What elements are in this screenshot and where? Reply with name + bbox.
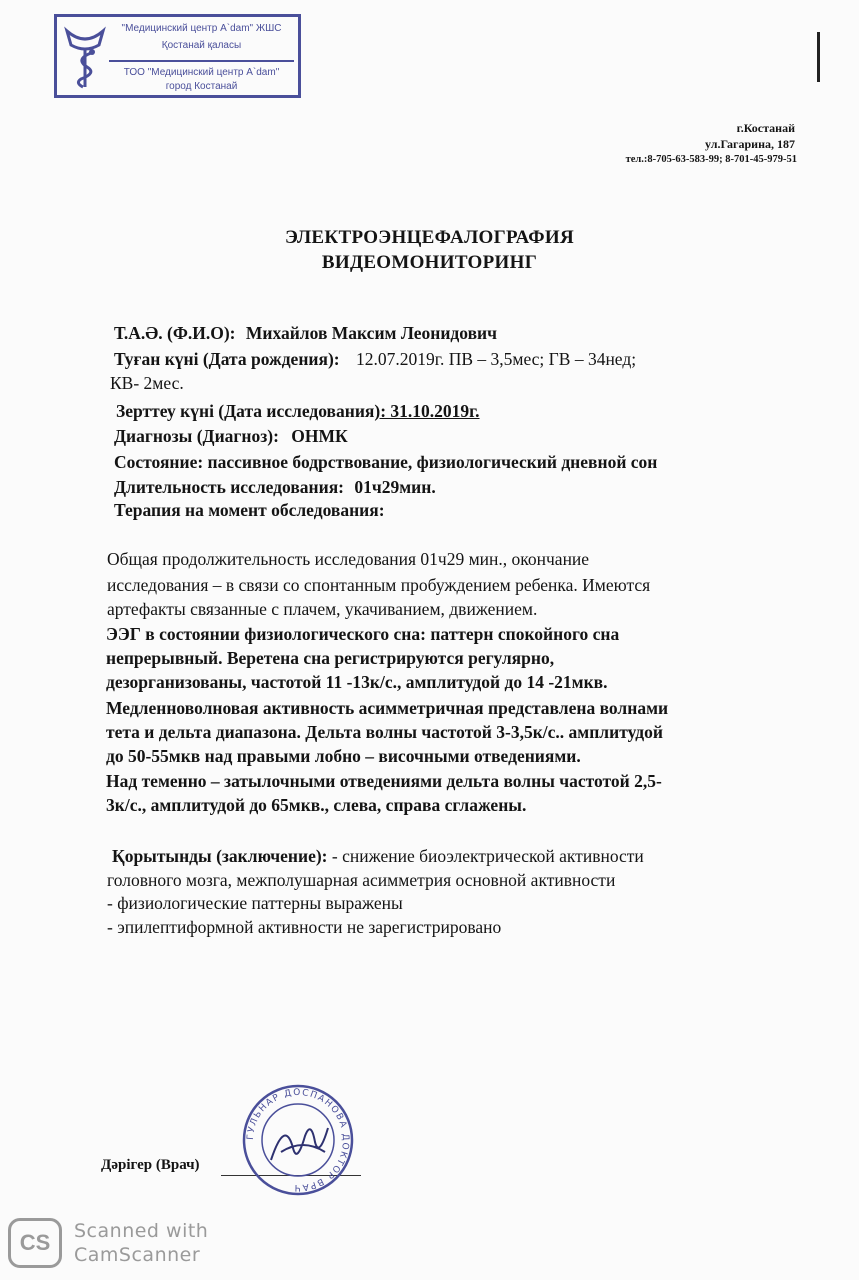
stamp-line-2: Қостанай қаласы [161,40,242,51]
organization-stamp [54,14,301,98]
watermark-line-1: Scanned with [74,1220,209,1242]
document-title: ЭЛЕКТРОЭНЦЕФАЛОГРАФИЯ [284,227,575,248]
birth-date-label: Туған күні (Дата рождения): [114,349,340,369]
address-city: г.Костанай [736,121,795,135]
birth-date-value: 12.07.2019г. ПВ – 3,5мес; ГВ – 34нед; [355,349,637,369]
state-label: Состояние: [114,452,204,472]
eeg-line: непрерывный. Веретена сна регистрируются регулярно, [106,648,555,668]
conclusion-label: Қорытынды (заключение): [112,846,328,866]
conclusion-line: головного мозга, межполушарная асимметрия основной активности [107,870,616,890]
conclusion-text: - снижение биоэлектрической активности [331,846,644,866]
stamp-line-3: ТОО "Медицинский центр A`dam" [123,67,280,78]
eeg-line: тета и дельта диапазона. Дельта волны частотой 3-3,5к/с.. амплитудой [106,722,663,742]
stamp-divider [109,60,294,62]
eeg-line: дезорганизованы, частотой 11 -13к/с., амплитудой до 14 -21мкв. [106,672,608,692]
doctor-signature-label: Дәрігер (Врач) [101,1157,200,1173]
eeg-line: 3к/с., амплитудой до 65мкв., слева, справа сглажены. [106,795,527,815]
patient-name-row [114,323,497,344]
birth-date-row [114,349,636,370]
conclusion-line: - физиологические паттерны выражены [107,893,403,913]
state-row [114,452,657,473]
address-street: ул.Гагарина, 187 [705,137,795,151]
camscanner-text [74,1219,208,1267]
therapy-row [114,500,385,521]
eeg-line: Над теменно – затылочными отведениями дельта волны частотой 2,5- [106,771,662,791]
study-date-row [116,401,480,422]
eeg-line: до 50-55мкв над правыми лобно – височными отведениями. [106,746,581,766]
doctor-round-stamp [233,1078,363,1198]
patient-name-label: Т.А.Ә. (Ф.И.О): [114,323,236,343]
camscanner-logo-icon: CS [8,1218,62,1268]
patient-name-value: Михайлов Максим Леонидович [245,323,498,343]
duration-row [114,477,436,498]
diagnosis-label: Диагнозы (Диагноз): [114,426,279,446]
document-subtitle: ВИДЕОМОНИТОРИНГ [321,252,538,273]
medical-emblem-icon [61,21,109,93]
watermark-line-2: CamScanner [74,1244,201,1266]
diagnosis-value: ОНМК [291,426,348,446]
diagnosis-row [114,426,348,447]
state-value: пассивное бодрствование, физиологический дневной сон [207,452,658,472]
duration-value: 01ч29мин. [354,477,436,497]
body-line: Общая продолжительность исследования 01ч29 мин., окончание [107,549,590,569]
birth-date-cont: КВ- 2мес. [110,373,184,393]
eeg-line: Медленноволновая активность асимметричная представлена волнами [106,698,669,718]
study-date-label: Зерттеу күні (Дата исследования [116,401,375,421]
address-phones: тел.:8-705-63-583-99; 8-701-45-979-51 [625,154,797,165]
conclusion-line: - эпилептиформной активности не зарегистрировано [107,917,502,937]
stamp-line-4: город Костанай [165,81,238,92]
camscanner-watermark [8,1218,208,1268]
stamp-ring-text: ГУЛЬНАР ДОСПАНОВА ДОКТОР ВРАЧ [245,1087,351,1193]
duration-label: Длительность исследования: [114,477,345,497]
conclusion-row [112,846,644,867]
therapy-label: Терапия на момент обследования: [114,500,385,520]
handwritten-signature-icon [271,1128,328,1160]
study-date-value: ): 31.10.2019г. [374,401,480,421]
address-block [626,120,795,168]
body-line: исследования – в связи со спонтанным пробуждением ребенка. Имеются [107,575,651,595]
stamp-line-1: "Медицинский центр A`dam" ЖШС [121,23,282,34]
eeg-line: ЭЭГ в состоянии физиологического сна: паттерн спокойного сна [106,624,620,644]
body-line: артефакты связанные с плачем, укачиванием, движением. [107,599,538,619]
margin-mark [817,32,820,82]
